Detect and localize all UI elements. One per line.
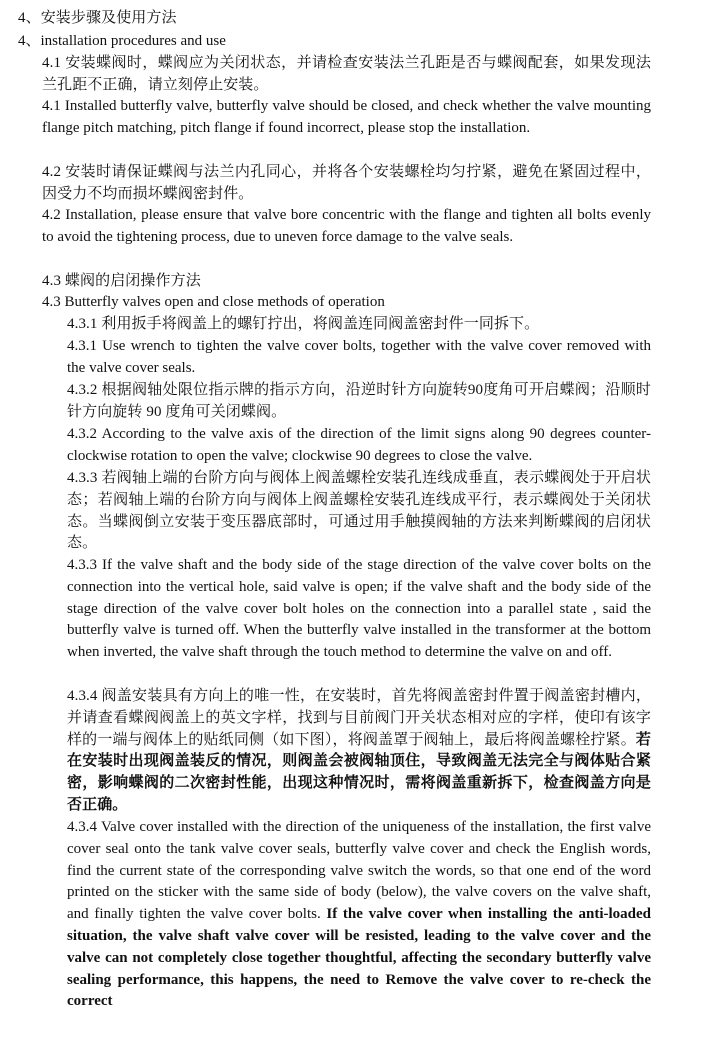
section-4-3-4-zh [67, 686, 651, 817]
section-4-3-1-zh: 4.3.1 利用扳手将阀盖上的螺钉拧出，将阀盖连同阀盖密封件一同拆下。 [67, 316, 540, 332]
section-4-3-3-en: 4.3.3 If the valve shaft and the body side of the stage direction of the valve cover bolts on the connection into the vertical hole, said valve is open; if the valve shaft and the body side of the stage direction of the valve cover bolt holes on the connection into a parallel state , said the butterfly valve is turned off. When the butterfly valve installed in the transformer at the bottom when inverted, the valve shaft through the touch method to determine the valve on and off. [67, 557, 651, 661]
section-4-3-4-zh-bold: 若在安装时出现阀盖装反的情况，则阀盖会被阀轴顶住，导致阀盖无法完全与阀体贴合紧密，影响蝶阀的二次密封性能，出现这种情况时，需将阀盖重新拆下，检查阀盖方向是否正确。 [67, 731, 651, 813]
section-4-3-4-zh-normal: 4.3.4 阀盖安装具有方向上的唯一性，在安装时，首先将阀盖密封件置于阀盖密封槽内，并请查看蝶阀阀盖上的英文字样，找到与目前阀门开关状态相对应的字样，使印有该字样的一端与阀体上的贴纸同侧（如下图），将阀盖罩于阀轴上，最后将阀盖螺栓拧紧。 [67, 688, 651, 748]
section-4-3-heading-zh: 4.3 蝶阀的启闭操作方法 [42, 273, 201, 289]
section-4-3-2-zh: 4.3.2 根据阀轴处限位指示牌的指示方向，沿逆时针方向旋转90度角可开启蝶阀；沿顺时针方向旋转 90 度角可关闭蝶阀。 [67, 382, 651, 420]
section-4-3-4-en-bold: If the valve cover when installing the anti-loaded situation, the valve shaft valve cover will be resisted, leading to the valve cover and the valve can not completely close together thoughtful, affecting the secondary butterfly valve sealing performance, this happens, the need to Remove the valve cover to re-check the correct [67, 906, 651, 1010]
section-4-3-heading-en: 4.3 Butterfly valves open and close methods of operation [42, 294, 385, 310]
section-4-heading-zh: 4、安装步骤及使用方法 [18, 10, 177, 26]
section-4-3-2-en: 4.3.2 According to the valve axis of the direction of the limit signs along 90 degrees counter-clockwise rotation to open the valve; clockwise 90 degrees to close the valve. [67, 426, 651, 464]
section-4-2-en: 4.2 Installation, please ensure that valve bore concentric with the flange and tighten all bolts evenly to avoid the tightening process, due to uneven force damage to the valve seals. [42, 207, 651, 245]
section-4-3-4-en [67, 817, 651, 1013]
section-4-3-4-en-normal: 4.3.4 Valve cover installed with the direction of the uniqueness of the installation, the first valve cover seal onto the tank valve cover seals, butterfly valve cover and check the English words, find the current state of the corresponding valve switch the words, so that one end of the word printed on the sticker with the same side of body (below), the valve covers on the valve shaft, and finally tighten the valve cover bolts. [67, 819, 651, 923]
section-4-2-zh: 4.2 安装时请保证蝶阀与法兰内孔同心，并将各个安装螺栓均匀拧紧，避免在紧固过程中，因受力不均而损坏蝶阀密封件。 [42, 164, 651, 202]
section-4-3-3-zh: 4.3.3 若阀轴上端的台阶方向与阀体上阀盖螺栓安装孔连线成垂直，表示蝶阀处于开启状态；若阀轴上端的台阶方向与阀体上阀盖螺栓安装孔连线成平行，表示蝶阀处于关闭状态。当蝶阀倒立安装于变压器底部时，可通过用手触摸阀轴的方法来判断蝶阀的启闭状态。 [67, 470, 651, 552]
section-4-heading-en: 4、installation procedures and use [18, 33, 226, 49]
section-4-3-1-en: 4.3.1 Use wrench to tighten the valve cover bolts, together with the valve cover removed with the valve cover seals. [67, 338, 651, 376]
section-4-1-zh: 4.1 安装蝶阀时，蝶阀应为关闭状态，并请检查安装法兰孔距是否与蝶阀配套，如果发现法兰孔距不正确，请立刻停止安装。 [42, 55, 651, 93]
section-4-1-en: 4.1 Installed butterfly valve, butterfly valve should be closed, and check whether the valve mounting flange pitch matching, pitch flange if found incorrect, please stop the installation. [42, 98, 651, 136]
